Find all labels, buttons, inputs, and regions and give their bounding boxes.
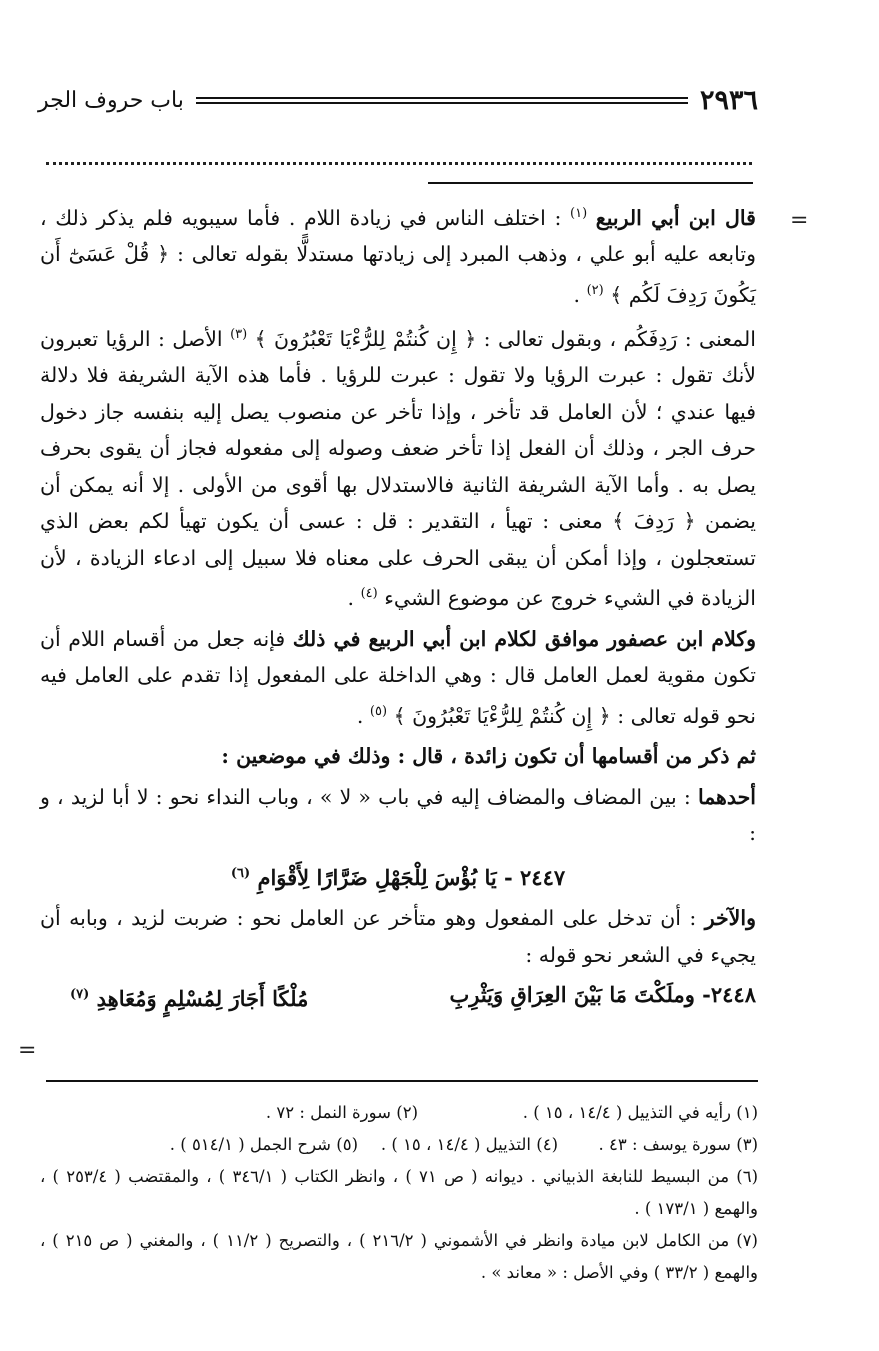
- paragraph-text: الأصل : الرؤيا تعبرون لأنك تقول : عبرت الرؤيا ولا تقول : عبرت للرؤيا . فأما هذه الآية الشريفة فلا دلالة فيها عندي ؛ لأن العامل قد تأخر ، وإذا تأخر عن منصوب يصل إليه بنفسه جاز دخول حرف الجر ، وذلك أن الفعل إذا تأخر ضعف وصوله إلى مفعوله فجاز أن يقوى بحرف يصل به . وأما الآية الشريفة الثانية فالاستدلال بها أقوى من الأولى . إلا أنه يمكن أن يضمن ﴿ رَدِفَ ﴾ معنى : تهيأ ، التقدير : قل : عسى أن يكون تهيأ لكم بعض الذي تستعجلون ، وإذا أمكن أن يبقى الحرف على معناه فلا سبيل إلى ادعاء الزيادة ، لأن الزيادة في الشيء خروج عن موضوع الشيء: [40, 326, 756, 611]
- footnote-ref: (١): [570, 206, 588, 221]
- page-header: [38, 78, 758, 122]
- footnote-row: [40, 1097, 758, 1129]
- paragraph-text: فإنه جعل من أقسام اللام أن تكون مقوية لعمل العامل قال : وهي الداخلة على المفعول إذا تقدم على العامل فيه نحو قوله تعالى : ﴿ إِن كُنتُمْ لِلرُّءْيَا تَعْبُرُونَ ﴾: [40, 626, 756, 728]
- paragraph-end: .: [347, 586, 355, 611]
- footnote-4: (٤) التذييل ( ١٤/٤ ، ١٥ ) .: [380, 1135, 558, 1154]
- paragraph-1: [40, 196, 756, 313]
- verse-2447: [40, 856, 756, 897]
- margin-mark-bottom: =: [18, 1038, 37, 1063]
- header-rule: [196, 97, 688, 104]
- margin-mark-top: =: [790, 208, 809, 233]
- verse-text: ٢٤٤٧ - يَا بُؤْسَ لِلْجَهْلِ ضَرَّارًا لِأَقْوَامِ: [257, 864, 566, 890]
- page-number: ٢٩٣٦: [699, 84, 758, 116]
- footnotes: [40, 1097, 758, 1289]
- footnote-6: (٦) من البسيط للنابغة الذبياني . ديوانه ( ص ٧١ ) ، وانظر الكتاب ( ٣٤٦/١ ) ، والمقتضب ( ٢٥٣/٤ ) ، والهمع ( ١٧٣/١ ) .: [40, 1167, 759, 1218]
- footnote-rule: [46, 1080, 758, 1082]
- paragraph-text: : بين المضاف والمضاف إليه في باب « لا » ، وباب النداء نحو : لا أبا لزيد ، و :: [40, 784, 756, 846]
- footnote-ref: (٧): [70, 987, 90, 1003]
- paragraph-5: [40, 779, 756, 852]
- footnote-1: (١) رأيه في التذييل ( ١٤/٤ ، ١٥ ) .: [522, 1103, 758, 1122]
- verse-2448: [40, 977, 756, 1018]
- footnote-ref: (٢): [586, 282, 604, 298]
- footnote-ref: (٦): [230, 865, 251, 881]
- bold-lead: وكلام ابن عصفور موافق لكلام ابن أبي الربيع في ذلك: [292, 626, 756, 651]
- verse-hemistich-1: ٢٤٤٨- وملَكْتَ مَا بَيْنَ العِرَاقِ وَيَثْرِبِ: [449, 982, 756, 1008]
- verse-text: مُلْكًا أَجَارَ لِمُسْلِمٍ وَمُعَاهِدِ: [96, 986, 309, 1012]
- footnote-3: (٣) سورة يوسف : ٤٣ .: [598, 1135, 758, 1154]
- paragraph-text: المعنى : رَدِفَكُم ، وبقول تعالى : ﴿ إِن كُنتُمْ لِلرُّءْيَا تَعْبُرُونَ ﴾: [254, 326, 756, 351]
- paragraph-text: : أن تدخل على المفعول وهو متأخر عن العامل نحو : ضربت لزيد ، وبابه أن يجيء في الشعر نحو قوله :: [40, 906, 756, 967]
- footnote-ref: (٥): [369, 703, 388, 719]
- footnote-ref: (٤): [360, 586, 378, 602]
- main-text: [40, 196, 756, 1018]
- paragraph-6: [40, 900, 756, 973]
- footnote-2: (٢) سورة النمل : ٧٢ .: [265, 1103, 418, 1122]
- footnote-row: [40, 1129, 758, 1161]
- chapter-title: باب حروف الجر: [38, 87, 184, 113]
- dotted-separator: [46, 148, 752, 165]
- paragraph-end: .: [573, 282, 581, 307]
- paragraph-end: .: [356, 703, 364, 728]
- paragraph-3: [40, 621, 756, 734]
- verse-hemistich-2: [70, 977, 308, 1018]
- paragraph-text: : اختلف الناس في زيادة اللام . فأما سيبويه فلم يذكر ذلك ، وتابعه عليه أبو علي ، وذهب المبرد إلى زيادتها مستدلًّا بقوله تعالى : ﴿ قُلْ عَسَىٰٓ أَن يَكُونَ رَدِفَ لَكُم ﴾: [40, 205, 756, 307]
- footnote-5: (٥) شرح الجمل ( ٥١٤/١ ) .: [169, 1135, 358, 1154]
- footnote-ref: (٣): [230, 327, 248, 343]
- bold-lead: والآخر: [704, 906, 756, 931]
- bold-lead: أحدهما: [697, 784, 756, 809]
- paragraph-4: ثم ذكر من أقسامها أن تكون زائدة ، قال : وذلك في موضعين :: [221, 744, 756, 769]
- section-rule: [428, 182, 753, 184]
- paragraph-2: [40, 317, 756, 617]
- speaker-name: قال ابن أبي الربيع: [595, 205, 756, 230]
- footnote-7: (٧) من الكامل لابن ميادة وانظر في الأشموني ( ٢١٦/٢ ) ، والتصريح ( ١١/٢ ) ، والمغني ( ص ٢١٥ ) ، والهمع ( ٣٣/٢ ) وفي الأصل : « معاند » .: [40, 1231, 758, 1282]
